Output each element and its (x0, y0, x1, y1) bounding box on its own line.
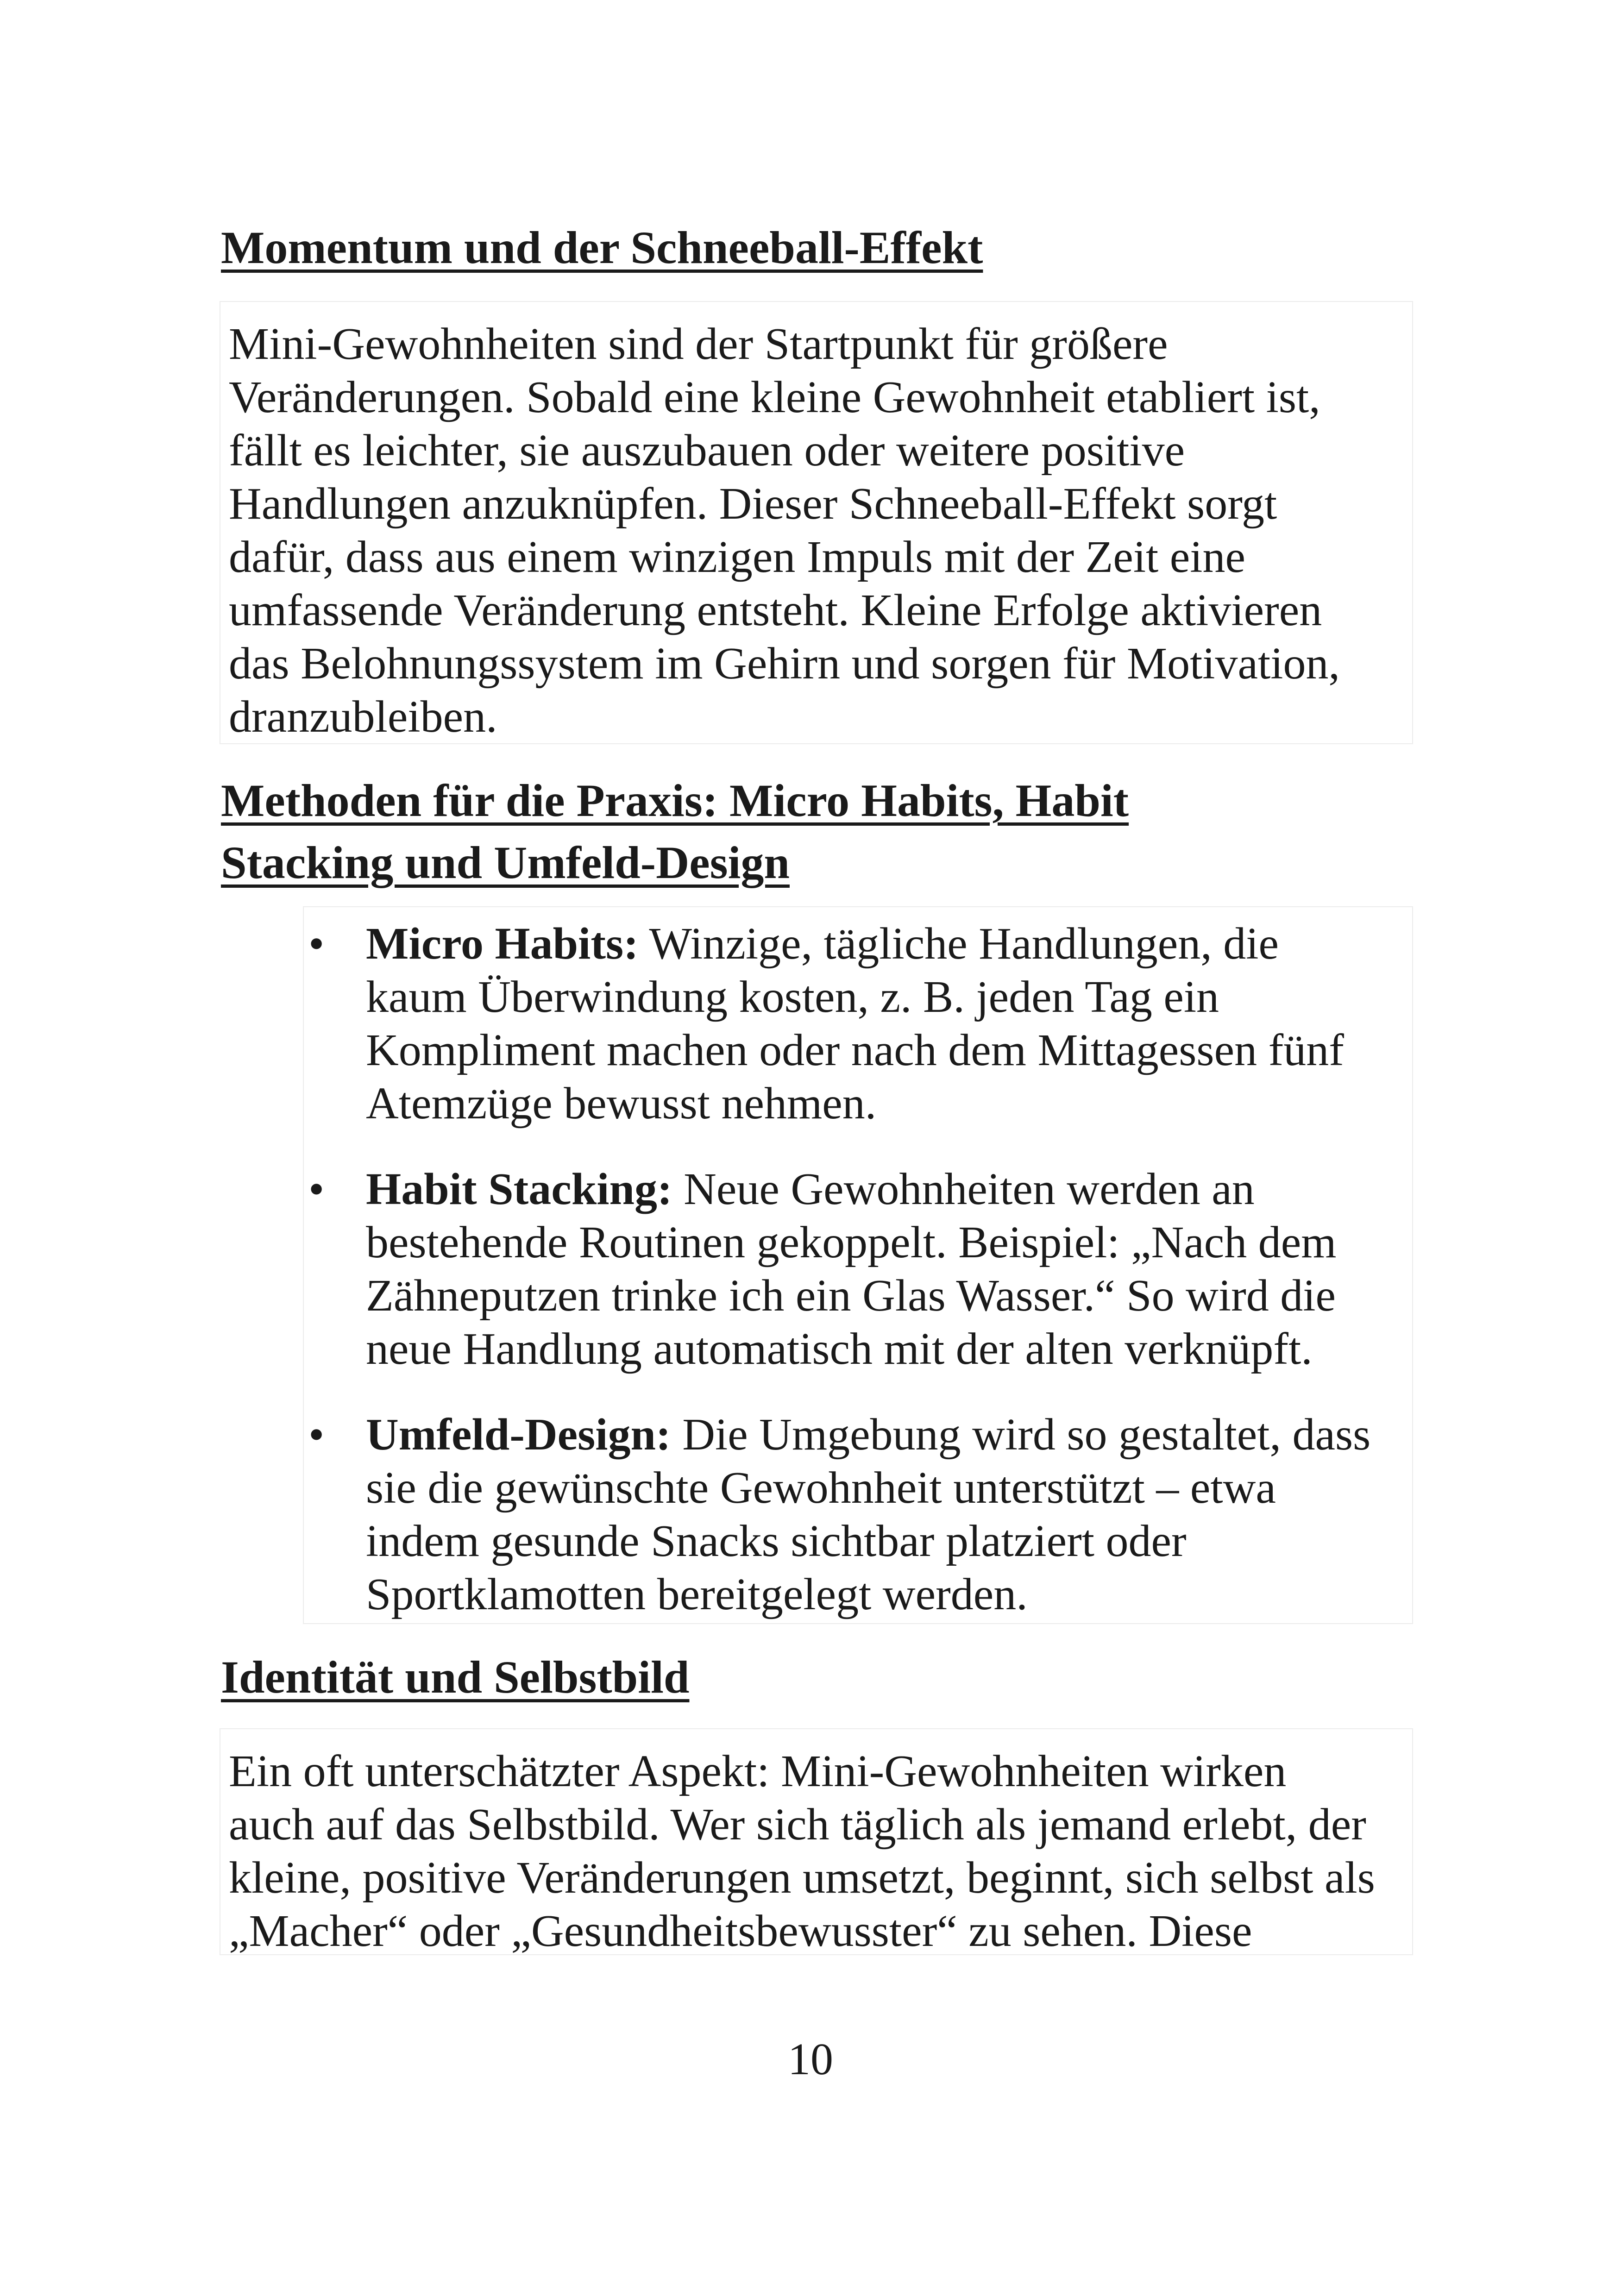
paragraph-line: das Belohnungssystem im Gehirn und sorgen für Motivation, (229, 639, 1340, 689)
bullet-text-line: Neue Gewohnheiten werden an (672, 1164, 1255, 1214)
bullet-icon: • (308, 919, 325, 969)
bullet-term: Umfeld-Design: (366, 1410, 671, 1460)
paragraph-line: Ein oft unterschätzter Aspekt: Mini-Gewohnheiten wirken (229, 1746, 1287, 1796)
paragraph-identitaet (229, 1745, 1412, 1958)
bullet-text-line: neue Handlung automatisch mit der alten verknüpft. (366, 1324, 1313, 1374)
paragraph-line: „Macher“ oder „Gesundheitsbewusster“ zu sehen. Diese (229, 1906, 1252, 1956)
paragraph-line: Handlungen anzuknüpfen. Dieser Schneeball-Effekt sorgt (229, 479, 1277, 529)
bullet-term: Habit Stacking: (366, 1164, 672, 1214)
bullet-text-line: indem gesunde Snacks sichtbar platziert oder (366, 1516, 1187, 1566)
section-heading-identitaet: Identität und Selbstbild (221, 1651, 690, 1703)
paragraph-line: auch auf das Selbstbild. Wer sich täglich als jemand erlebt, der (229, 1800, 1366, 1850)
paragraph-line: Mini-Gewohnheiten sind der Startpunkt für größere (229, 319, 1168, 369)
paragraph-line: fällt es leichter, sie auszubauen oder weitere positive (229, 426, 1185, 476)
paragraph-line: Veränderungen. Sobald eine kleine Gewohnheit etabliert ist, (229, 372, 1320, 422)
heading-line: Stacking und Umfeld-Design (221, 837, 790, 888)
page-number: 10 (788, 2034, 833, 2084)
bullet-text-line: sie die gewünschte Gewohnheit unterstützt – etwa (366, 1463, 1276, 1513)
bullet-icon: • (308, 1164, 325, 1214)
bullet-text-line: Die Umgebung wird so gestaltet, dass (671, 1410, 1371, 1460)
list-item-micro-habits (304, 917, 1412, 1130)
bullet-text-line: Zähneputzen trinke ich ein Glas Wasser.“ So wird die (366, 1271, 1336, 1321)
bullet-text-line: kaum Überwindung kosten, z. B. jeden Tag ein (366, 972, 1219, 1022)
paragraph-box-momentum (220, 301, 1413, 744)
bullet-text-line: Winzige, tägliche Handlungen, die (638, 919, 1279, 969)
paragraph-box-identitaet (220, 1728, 1413, 1955)
bullet-text-line: Kompliment machen oder nach dem Mittagessen fünf (366, 1025, 1344, 1075)
bullet-text-line: bestehende Routinen gekoppelt. Beispiel: „Nach dem (366, 1217, 1337, 1267)
bullet-text-line: Sportklamotten bereitgelegt werden. (366, 1569, 1028, 1619)
section-heading-momentum: Momentum und der Schneeball-Effekt (221, 222, 983, 273)
bullet-list (304, 917, 1412, 1621)
bullet-term: Micro Habits: (366, 919, 639, 969)
paragraph-momentum (229, 318, 1412, 744)
bullet-icon: • (308, 1410, 325, 1460)
paragraph-line: dafür, dass aus einem winzigen Impuls mit der Zeit eine (229, 532, 1245, 582)
bullet-list-box (303, 906, 1413, 1624)
paragraph-line: kleine, positive Veränderungen umsetzt, beginnt, sich selbst als (229, 1853, 1375, 1903)
heading-line: Methoden für die Praxis: Micro Habits, Habit (221, 775, 1129, 826)
paragraph-line: dranzubleiben. (229, 692, 497, 742)
bullet-text-line: Atemzüge bewusst nehmen. (366, 1079, 877, 1129)
list-item-habit-stacking (304, 1163, 1412, 1376)
section-heading-methoden (221, 770, 1129, 894)
paragraph-line: umfassende Veränderung entsteht. Kleine Erfolge aktivieren (229, 585, 1322, 635)
list-item-umfeld-design (304, 1408, 1412, 1621)
